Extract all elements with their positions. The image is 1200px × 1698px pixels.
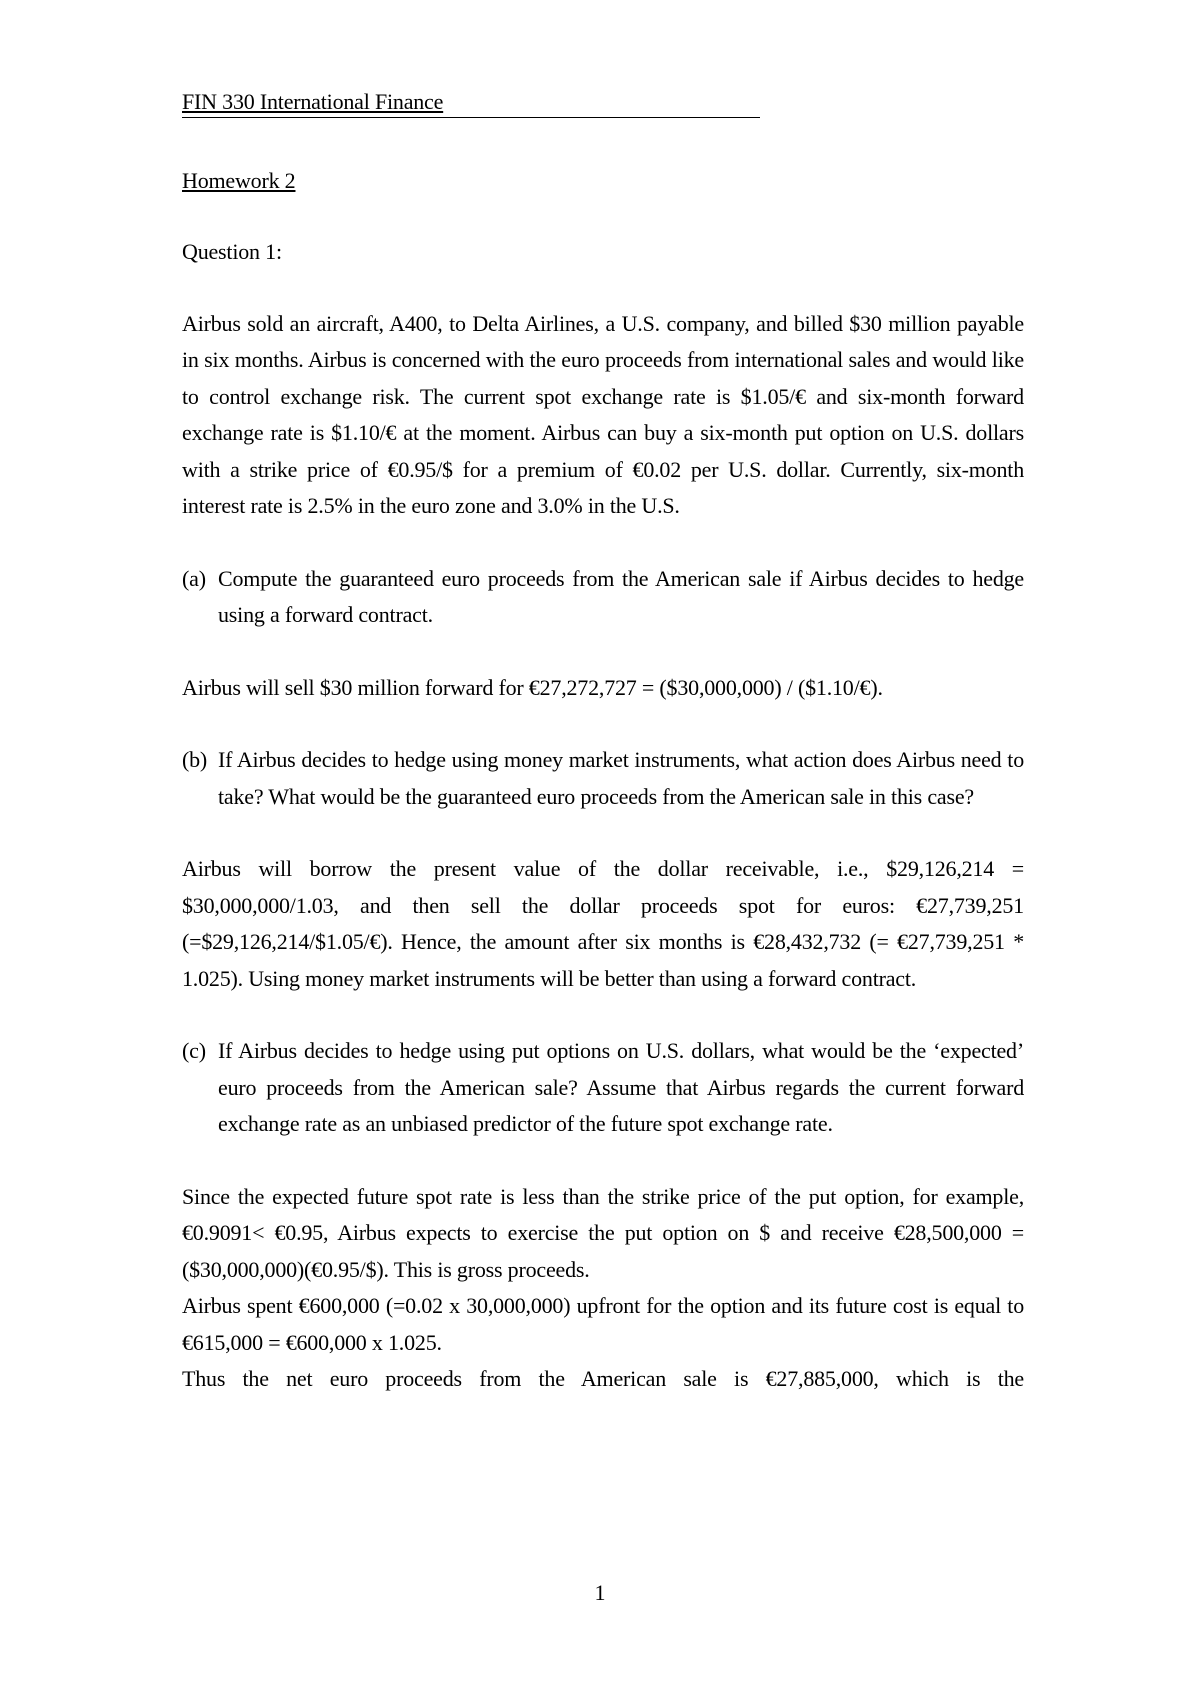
course-title-text: FIN 330 International Finance (182, 89, 444, 114)
part-c-answer-line-1: Since the expected future spot rate is less than the strike price of the put option, for example, €0.9091< €0.95, Airbus expects to exercise the put option on $ and receive €28,500,000 = ($30,000,000)(€0.95/$). This is gross proceeds. (182, 1183, 1024, 1282)
document-content (182, 84, 1024, 1398)
question-title: Question 1: (182, 239, 282, 264)
part-c-answer-line-3: Thus the net euro proceeds from the American sale is €27,885,000, which is the (182, 1366, 1024, 1391)
part-a-answer: Airbus will sell $30 million forward for €27,272,727 = ($30,000,000) / ($1.10/€). (182, 674, 883, 700)
homework-title: Homework 2 (182, 167, 296, 193)
part-c-question-text: If Airbus decides to hedge using put options on U.S. dollars, what would be the ‘expected’ euro proceeds from the American sale? Assume that Airbus regards the current forward exchange rate as an unbiased predictor of the future spot exchange rate. (218, 1038, 1024, 1136)
part-a-question (182, 561, 1024, 634)
course-title (182, 87, 760, 118)
page-number: 1 (594, 1580, 606, 1605)
question-body: Airbus sold an aircraft, A400, to Delta Airlines, a U.S. company, and billed $30 million payable in six months. Airbus is concerned with the euro proceeds from international sales and would like to control exchange risk. The current spot exchange rate is $1.05/€ and six-month forward exchange rate is $1.10/€ at the moment. Airbus can buy a six-month put option on U.S. dollars with a strike price of €0.95/$ for a premium of €0.02 per U.S. dollar. Currently, six-month interest rate is 2.5% in the euro zone and 3.0% in the U.S. (182, 310, 1024, 518)
part-a-label: (a) (182, 565, 206, 591)
part-b-label: (b) (182, 747, 208, 772)
part-c-answer-line-2: Airbus spent €600,000 (=0.02 x 30,000,000) upfront for the option and its future cost is equal to €615,000 = €600,000 x 1.025. (182, 1293, 1024, 1355)
part-a-question-text: Compute the guaranteed euro proceeds from the American sale if Airbus decides to hedge using a forward contract. (218, 565, 1024, 627)
part-c-label: (c) (182, 1038, 206, 1063)
part-b-answer: Airbus will borrow the present value of the dollar receivable, i.e., $29,126,214 = $30,000,000/1.03, and then sell the dollar proceeds spot for euros: €27,739,251 (=$29,126,214/$1.05/€). Hence, the amount after six months is €28,432,732 (= €27,739,251 * 1.025). Using money market instruments will be better than using a forward contract. (182, 856, 1024, 991)
part-c-question (182, 1033, 1024, 1143)
part-b-question (182, 742, 1024, 815)
part-b-question-text: If Airbus decides to hedge using money market instruments, what action does Airbus need to take? What would be the guaranteed euro proceeds from the American sale in this case? (218, 747, 1024, 809)
